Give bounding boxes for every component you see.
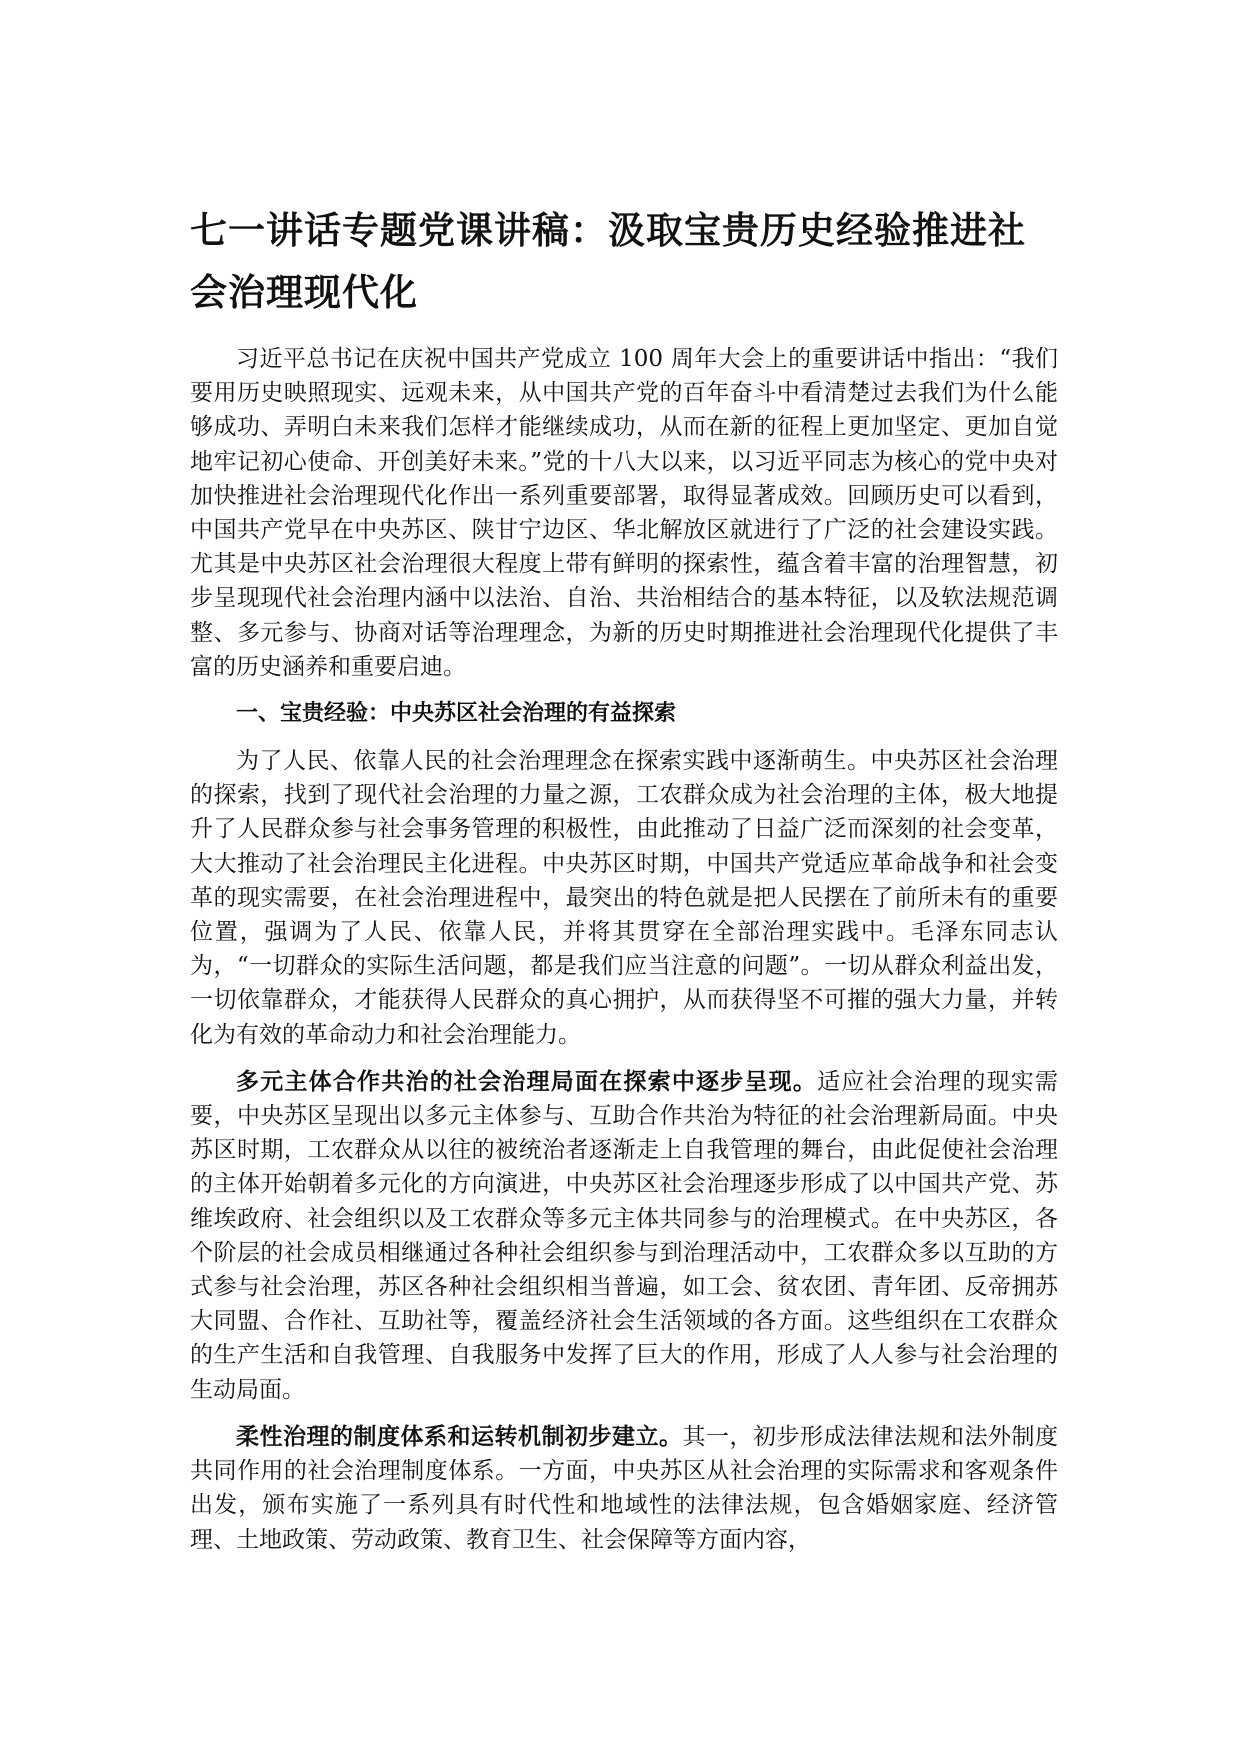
paragraph-body-text: 其一，初步形成法律法规和法外制度共同作用的社会治理制度体系。一方面，中央苏区从社会治理的实际需求和客观条件出发，颁布实施了一系列具有时代性和地域性的法律法规，包含婚姻家庭、经济管理、土地政策、劳动政策、教育卫生、社会保障等方面内容， [190, 1423, 1058, 1553]
paragraph-lead-text: 柔性治理的制度体系和运转机制初步建立。 [236, 1423, 683, 1450]
section-heading: 一、宝贵经验：中央苏区社会治理的有益探索 [236, 701, 677, 727]
paragraph-multi-subject-governance [190, 1065, 1058, 1407]
document-title: 七一讲话专题党课讲稿：汲取宝贵历史经验推进社会治理现代化 [190, 209, 1026, 314]
paragraph-people-centered: 为了人民、依靠人民的社会治理理念在探索实践中逐渐萌生。中央苏区社会治理的探索，找到了现代社会治理的力量之源，工农群众成为社会治理的主体，极大地提升了人民群众参与社会事务管理的积极性，由此推动了日益广泛而深刻的社会变革，大大推动了社会治理民主化进程。中央苏区时期，中国共产党适应革命战争和社会变革的现实需要，在社会治理进程中，最突出的特色就是把人民摆在了前所未有的重要位置，强调为了人民、依靠人民，并将其贯穿在全部治理实践中。毛泽东同志认为，“一切群众的实际生活问题，都是我们应当注意的问题”。一切从群众利益出发，一切依靠群众，才能获得人民群众的真心拥护，从而获得坚不可摧的强大力量，并转化为有效的革命动力和社会治理能力。 [190, 748, 1058, 1048]
paragraph-flexible-governance [190, 1420, 1058, 1557]
paragraph-lead-text: 多元主体合作共治的社会治理局面在探索中逐步呈现。 [236, 1068, 818, 1095]
paragraph-body-text: 适应社会治理的现实需要，中央苏区呈现出以多元主体参与、互助合作共治为特征的社会治理新局面。中央苏区时期，工农群众从以往的被统治者逐渐走上自我管理的舞台，由此促使社会治理的主体开始朝着多元化的方向演进，中央苏区社会治理逐步形成了以中国共产党、苏维埃政府、社会组织以及工农群众等多元主体共同参与的治理模式。在中央苏区，各个阶层的社会成员相继通过各种社会组织参与到治理活动中，工农群众多以互助的方式参与社会治理，苏区各种社会组织相当普遍，如工会、贫农团、青年团、反帝拥苏大同盟、合作社、互助社等，覆盖经济社会生活领域的各方面。这些组织在工农群众的生产生活和自我管理、自我服务中发挥了巨大的作用，形成了人人参与社会治理的生动局面。 [190, 1068, 1059, 1403]
document-page [190, 200, 1058, 1557]
intro-paragraph: 习近平总书记在庆祝中国共产党成立 100 周年大会上的重要讲话中指出：“我们要用历史映照现实、远观未来，从中国共产党的百年奋斗中看清楚过去我们为什么能够成功、弄明白未来我们怎样才能继续成功，从而在新的征程上更加坚定、更加自觉地牢记初心使命、开创美好未来。”党的十八大以来，以习近平同志为核心的党中央对加快推进社会治理现代化作出一系列重要部署，取得显著成效。回顾历史可以看到，中国共产党早在中央苏区、陕甘宁边区、华北解放区就进行了广泛的社会建设实践。尤其是中央苏区社会治理很大程度上带有鲜明的探索性，蕴含着丰富的治理智慧，初步呈现现代社会治理内涵中以法治、自治、共治相结合的基本特征，以及软法规范调整、多元参与、协商对话等治理理念，为新的历史时期推进社会治理现代化提供了丰富的历史涵养和重要启迪。 [190, 346, 1058, 680]
